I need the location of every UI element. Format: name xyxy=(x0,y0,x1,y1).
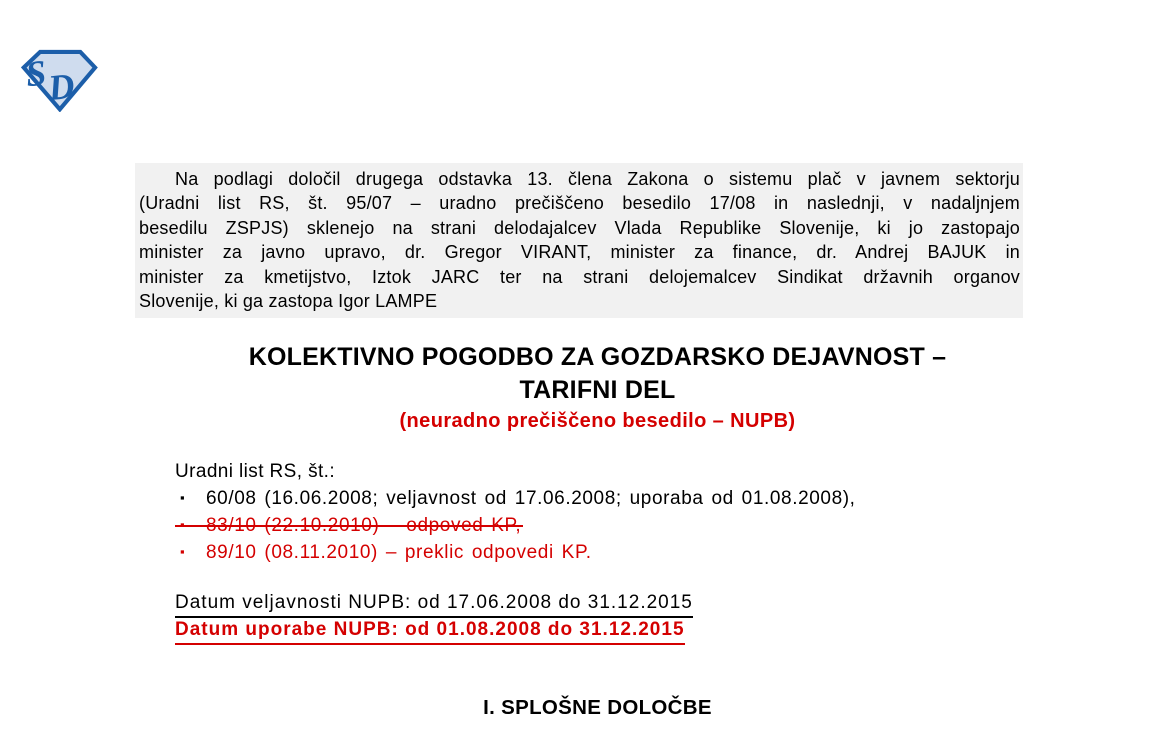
square-bullet-icon: ▪ xyxy=(180,544,185,559)
intro-line: minister za kmetijstvo, Iztok JARC ter na strani delojemalcev Sindikat državnih organov xyxy=(139,266,1020,287)
intro-paragraph xyxy=(135,163,1023,318)
sources-label: Uradni list RS, št.: xyxy=(175,461,336,482)
document-subtitle: (neuradno prečiščeno besedilo – NUPB) xyxy=(399,410,796,432)
source-item-text: 89/10 (08.11.2010) – preklic odpovedi KP. xyxy=(206,542,592,563)
document-title-line-2: TARIFNI DEL xyxy=(519,376,676,404)
source-item xyxy=(180,488,856,515)
intro-line: Slovenije, ki ga zastopa Igor LAMPE xyxy=(139,291,438,312)
square-bullet-icon: ▪ xyxy=(180,490,185,505)
intro-line: besedilu ZSPJS) sklenejo na strani delodajalcev Vlada Republike Slovenije, ki jo zastopajo xyxy=(139,217,1020,238)
section-heading: I. SPLOŠNE DOLOČBE xyxy=(483,696,712,719)
svg-text:S: S xyxy=(23,52,49,95)
document-title-line-1: KOLEKTIVNO POGODBO ZA GOZDARSKO DEJAVNOST – xyxy=(248,343,947,371)
document-title-block xyxy=(175,341,1020,433)
square-bullet-icon: ▪ xyxy=(180,517,185,532)
intro-line: (Uradni list RS, št. 95/07 – uradno prečiščeno besedilo 17/08 in naslednji, v nadaljnjem xyxy=(139,193,1020,214)
application-date-text: Datum uporabe NUPB: od 01.08.2008 do 31.12.2015 xyxy=(175,619,685,645)
source-item xyxy=(180,542,592,569)
intro-line: Na podlagi določil drugega odstavka 13. člena Zakona o sistemu plač v javnem sektorju xyxy=(175,169,1020,189)
source-item-text: 60/08 (16.06.2008; veljavnost od 17.06.2008; uporaba od 01.08.2008), xyxy=(206,488,856,509)
validity-date-line xyxy=(175,592,693,618)
intro-line: minister za javno upravo, dr. Gregor VIRANT, minister za finance, dr. Andrej BAJUK in xyxy=(139,242,1020,263)
svg-text:D: D xyxy=(46,65,77,109)
source-item-struck xyxy=(180,515,521,542)
sd-shield-logo-icon xyxy=(18,46,100,112)
application-date-line xyxy=(175,619,685,645)
sources-list xyxy=(180,488,856,569)
source-item-text: 83/10 (22.10.2010) – odpoved KP, xyxy=(206,515,522,536)
validity-date-text: Datum veljavnosti NUPB: od 17.06.2008 do 31.12.2015 xyxy=(175,592,693,618)
